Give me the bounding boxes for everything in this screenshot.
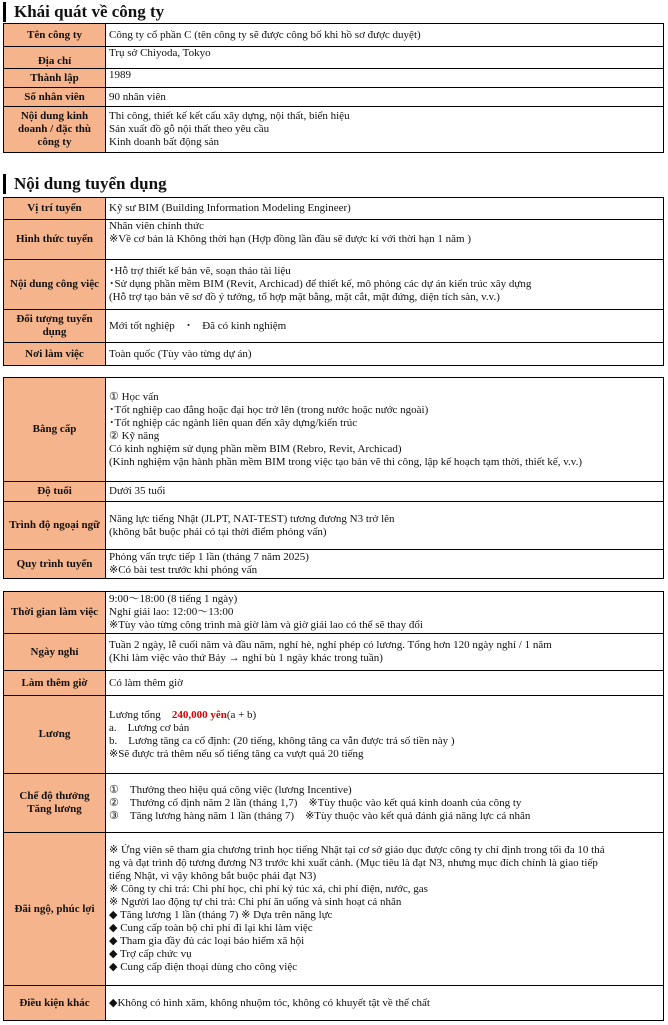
value-line: Mới tốt nghiệp ･ Đã có kinh nghiệm <box>109 319 287 332</box>
value-line: (không bắt buộc phải có tại thời điểm phỏng vấn) <box>109 525 327 538</box>
row-value <box>106 198 664 220</box>
row-value <box>106 774 664 833</box>
row-value <box>106 220 664 260</box>
row-value <box>106 69 664 88</box>
value-line: ① Thưởng theo hiệu quả công việc (lương Incentive) <box>109 783 352 796</box>
table-row <box>4 24 664 47</box>
row-value <box>106 310 664 343</box>
table-row <box>4 198 664 220</box>
row-label: Điều kiện khác <box>4 986 106 1021</box>
value-line: a. Lương cơ bản <box>109 721 190 734</box>
value-line: ･Tốt nghiệp các ngành liên quan đến xây dựng/kiến trúc <box>109 416 358 429</box>
row-label: Đãi ngộ, phúc lợi <box>4 833 106 986</box>
row-value <box>106 986 664 1021</box>
value-line: ※ Công ty chi trả: Chi phí học, chi phí ký túc xá, chi phí điện, nước, gas <box>109 883 428 895</box>
value-line: Dưới 35 tuổi <box>109 485 166 497</box>
row-label: Lương <box>4 696 106 774</box>
row-value <box>106 833 664 986</box>
value-line: ◆Không có hình xăm, không nhuộm tóc, không có khuyết tật về thể chất <box>109 996 430 1009</box>
table-row <box>4 47 664 69</box>
value-line: Công ty cổ phần C (tên công ty sẽ được công bố khi hồ sơ được duyệt) <box>109 28 421 41</box>
recruitment-table-3 <box>3 591 664 1021</box>
value-line: 90 nhân viên <box>109 90 166 103</box>
value-line: Kỹ sư BIM (Building Information Modeling Engineer) <box>109 202 351 214</box>
table-row <box>4 833 664 986</box>
row-label: Vị trí tuyển <box>4 198 106 220</box>
table-row <box>4 107 664 153</box>
row-label: Địa chỉ <box>4 47 106 69</box>
value-line: tiếng Nhật, vì vậy không bắt buộc phải đạt N3) <box>109 870 317 882</box>
row-label: Nội dung công việc <box>4 260 106 310</box>
row-value <box>106 260 664 310</box>
row-value <box>106 107 664 153</box>
value-line: Kinh doanh bất động sản <box>109 136 219 148</box>
value-line: ※Sẽ được trả thêm nếu số tiếng tăng ca vượt quá 20 tiếng <box>109 747 364 760</box>
value-line: (Khi làm việc vào thứ Bảy → nghỉ bù 1 ngày khác trong tuần) <box>109 652 383 664</box>
value-line: Thi công, thiết kế kết cấu xây dựng, nội thất, biển hiệu <box>109 110 350 122</box>
value-line: b. Lương tăng ca cố định: (20 tiếng, không tăng ca vẫn được trả số tiền này ) <box>109 734 455 747</box>
row-value <box>106 47 664 69</box>
value-line: ◆ Tham gia đầy đủ các loại bảo hiểm xã hội <box>109 935 305 947</box>
value-line: (Kinh nghiệm vận hành phần mềm BIM trong việc tạo bản vẽ thi công, lập kế hoạch tạm thời, thiết kế, v.v.) <box>109 455 582 468</box>
table-row <box>4 634 664 671</box>
row-value <box>106 634 664 671</box>
table-row <box>4 774 664 833</box>
value-line: ※ Ứng viên sẽ tham gia chương trình học tiếng Nhật tại cơ sở giáo dục được công ty chỉ định trong tối đa 10 thá <box>109 844 605 856</box>
value-line: ng và đạt trình độ tương đương N3 trước khi xuất cảnh. (Mục tiêu là đạt N3, nhưng mục đích chính là giao tiếp <box>109 857 598 869</box>
table-row <box>4 502 664 550</box>
row-label: Ngày nghỉ <box>4 634 106 671</box>
table-row <box>4 986 664 1021</box>
value-line: ◆ Cung cấp điện thoại dùng cho công việc <box>109 961 298 973</box>
row-label: Độ tuổi <box>4 482 106 502</box>
table-row <box>4 220 664 260</box>
table-row <box>4 310 664 343</box>
value-line: Nghỉ giải lao: 12:00〜13:00 <box>109 606 234 618</box>
table-row <box>4 592 664 634</box>
row-value <box>106 696 664 774</box>
value-line: 1989 <box>109 69 131 81</box>
row-value <box>106 592 664 634</box>
table-row <box>4 260 664 310</box>
section-title-company: Khái quát về công ty <box>3 2 164 22</box>
value-line: ◆ Tăng lương 1 lần (tháng 7) ※ Dựa trên năng lực <box>109 909 333 921</box>
row-value <box>106 482 664 502</box>
value-line: ※Có bài test trước khi phỏng vấn <box>109 564 258 576</box>
value-line: ･Tốt nghiệp cao đẳng hoặc đại học trở lên (trong nước hoặc nước ngoài) <box>109 403 429 416</box>
row-label: Quy trình tuyển <box>4 550 106 579</box>
value-line: Nhân viên chính thức <box>109 220 204 232</box>
section-title-recruitment: Nội dung tuyển dụng <box>3 174 167 194</box>
value-line: (Hỗ trợ tạo bản vẽ sơ đồ ý tưởng, tổ hợp mặt bằng, mặt cắt, mặt đứng, diện tích sàn, v.v.) <box>109 291 500 303</box>
value-line: ･Sử dụng phần mềm BIM (Revit, Archicad) để thiết kế, mô phỏng các dự án kiến trúc xây dựng <box>109 278 532 290</box>
value-line: Trụ sở Chiyoda, Tokyo <box>109 47 211 59</box>
value-line: ※Về cơ bản là Không thời hạn (Hợp đồng lần đầu sẽ được kí với thời hạn 1 năm ) <box>109 233 471 245</box>
table-row <box>4 69 664 88</box>
value-line: Có kinh nghiệm sử dụng phần mềm BIM (Rebro, Revit, Archicad) <box>109 442 402 455</box>
salary-prefix: Lương tổng <box>109 708 172 721</box>
value-line: Sản xuất đồ gỗ nội thất theo yêu cầu <box>109 123 270 135</box>
value-line: ･Hỗ trợ thiết kế bản vẽ, soạn thảo tài liệu <box>109 265 291 277</box>
row-label: Làm thêm giờ <box>4 671 106 696</box>
row-label: Nội dung kinh doanh / đặc thù công ty <box>4 107 106 153</box>
row-label: Hình thức tuyển <box>4 220 106 260</box>
row-label: Số nhân viên <box>4 88 106 107</box>
row-label: Bằng cấp <box>4 378 106 482</box>
value-line: Có làm thêm giờ <box>109 676 183 689</box>
table-row <box>4 696 664 774</box>
table-row <box>4 378 664 482</box>
table-row <box>4 343 664 366</box>
table-row <box>4 88 664 107</box>
table-row <box>4 671 664 696</box>
row-label: Nơi làm việc <box>4 343 106 366</box>
salary-total <box>109 709 663 722</box>
value-line: ② Thưởng cố định năm 2 lần (tháng 1,7) ※Tùy thuộc vào kết quả kinh doanh của công ty <box>109 796 522 809</box>
row-label: Tên công ty <box>4 24 106 47</box>
value-line: ③ Tăng lương hàng năm 1 lần (tháng 7) ※Tùy thuộc vào kết quả đánh giá năng lực cá nhân <box>109 809 531 822</box>
row-value <box>106 502 664 550</box>
row-label: Thành lập <box>4 69 106 88</box>
row-value <box>106 24 664 47</box>
value-line: ② Kỹ năng <box>109 429 160 442</box>
value-line: 9:00〜18:00 (8 tiếng 1 ngày) <box>109 593 238 605</box>
table-row <box>4 482 664 502</box>
salary-amount: 240,000 yên <box>171 708 227 721</box>
value-line: ① Học vấn <box>109 390 159 403</box>
table-row <box>4 550 664 579</box>
recruitment-table-2 <box>3 377 664 579</box>
value-line: ◆ Trợ cấp chức vụ <box>109 948 192 960</box>
value-line: ※Tùy vào từng công trình mà giờ làm và giờ giải lao có thể sẽ thay đổi <box>109 619 423 631</box>
row-value <box>106 671 664 696</box>
row-value <box>106 550 664 579</box>
recruitment-table-1 <box>3 197 664 366</box>
value-line: ※ Người lao động tự chi trả: Chi phí ăn uống và sinh hoạt cá nhân <box>109 896 402 908</box>
value-line: Phỏng vấn trực tiếp 1 lần (tháng 7 năm 2025) <box>109 551 309 563</box>
row-label: Trình độ ngoại ngữ <box>4 502 106 550</box>
row-value <box>106 88 664 107</box>
row-label: Chế độ thưởng Tăng lương <box>4 774 106 833</box>
company-overview-table <box>3 23 664 153</box>
value-line: Tuần 2 ngày, lễ cuối năm và đầu năm, nghỉ hè, nghỉ phép có lương. Tổng hơn 120 ngày nghỉ / 1 năm <box>109 639 552 651</box>
value-line: ◆ Cung cấp toàn bộ chi phí đi lại khi làm việc <box>109 922 313 934</box>
row-label: Đối tượng tuyển dụng <box>4 310 106 343</box>
salary-suffix: (a + b) <box>226 708 257 721</box>
row-value <box>106 378 664 482</box>
value-line: Toàn quốc (Tùy vào từng dự án) <box>109 347 252 360</box>
row-label: Thời gian làm việc <box>4 592 106 634</box>
row-value <box>106 343 664 366</box>
value-line: Năng lực tiếng Nhật (JLPT, NAT-TEST) tương đương N3 trở lên <box>109 512 395 525</box>
